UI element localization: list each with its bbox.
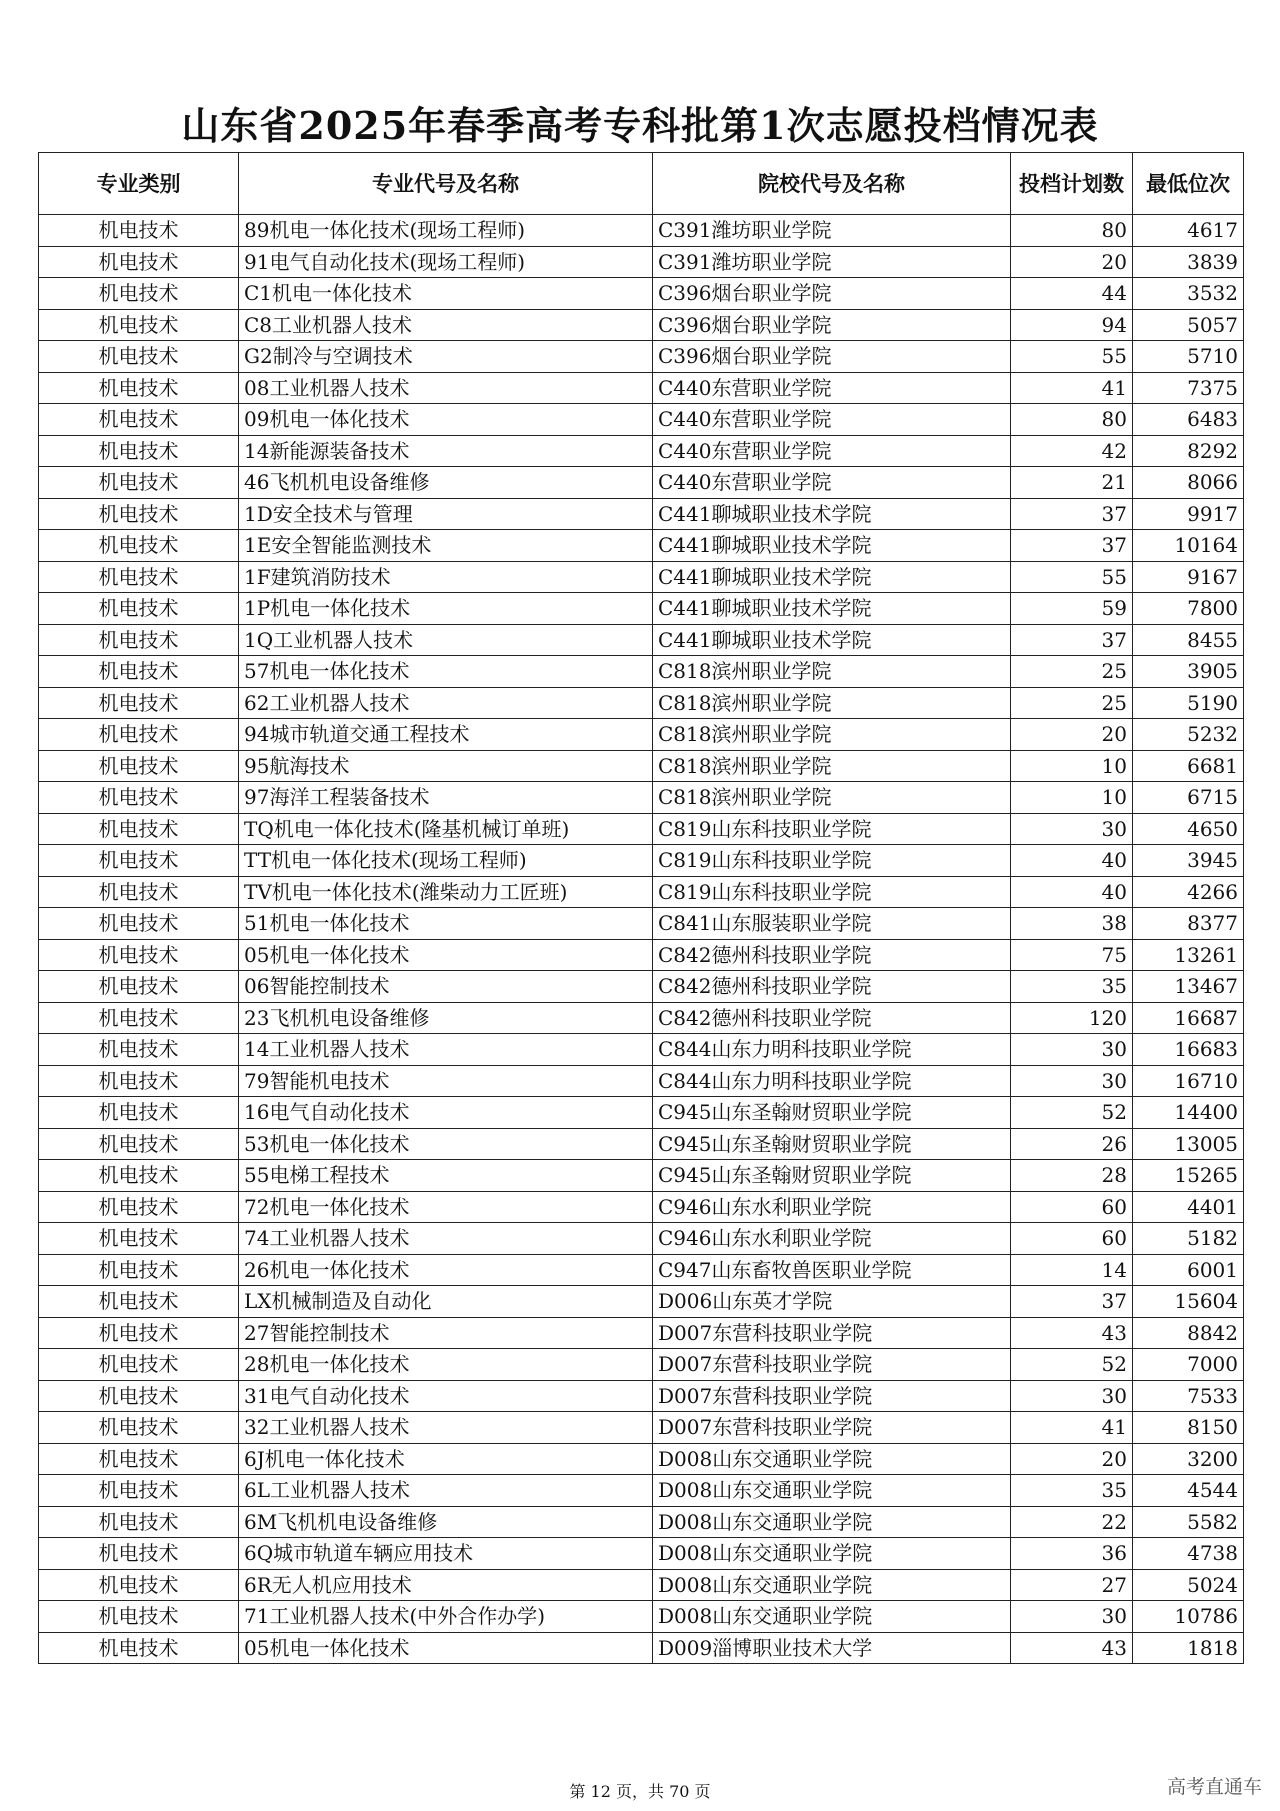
cell-school: C946山东水利职业学院 (653, 1191, 1011, 1223)
cell-school: C440东营职业学院 (653, 372, 1011, 404)
table-row (39, 1065, 1244, 1097)
cell-major: 51机电一体化技术 (239, 908, 653, 940)
cell-min-rank: 3200 (1133, 1443, 1244, 1475)
table-row (39, 372, 1244, 404)
table-row (39, 687, 1244, 719)
cell-school: C844山东力明科技职业学院 (653, 1034, 1011, 1066)
table-row (39, 1443, 1244, 1475)
cell-major: C8工业机器人技术 (239, 309, 653, 341)
table-row (39, 1286, 1244, 1318)
cell-category: 机电技术 (39, 1160, 239, 1192)
table-row (39, 1160, 1244, 1192)
cell-min-rank: 7800 (1133, 593, 1244, 625)
cell-school: C945山东圣翰财贸职业学院 (653, 1128, 1011, 1160)
cell-major: 79智能机电技术 (239, 1065, 653, 1097)
cell-major: 28机电一体化技术 (239, 1349, 653, 1381)
cell-min-rank: 4738 (1133, 1538, 1244, 1570)
table-row (39, 278, 1244, 310)
cell-major: 14工业机器人技术 (239, 1034, 653, 1066)
cell-plan: 35 (1011, 971, 1133, 1003)
cell-category: 机电技术 (39, 498, 239, 530)
cell-category: 机电技术 (39, 1191, 239, 1223)
cell-min-rank: 3839 (1133, 246, 1244, 278)
cell-min-rank: 15265 (1133, 1160, 1244, 1192)
table-row (39, 908, 1244, 940)
cell-category: 机电技术 (39, 1349, 239, 1381)
table-row (39, 876, 1244, 908)
table-row (39, 813, 1244, 845)
cell-school: D008山东交通职业学院 (653, 1569, 1011, 1601)
table-row (39, 498, 1244, 530)
table-row (39, 1601, 1244, 1633)
cell-category: 机电技术 (39, 908, 239, 940)
cell-category: 机电技术 (39, 1097, 239, 1129)
header-category: 专业类别 (39, 153, 239, 215)
cell-min-rank: 14400 (1133, 1097, 1244, 1129)
cell-major: LX机械制造及自动化 (239, 1286, 653, 1318)
cell-plan: 28 (1011, 1160, 1133, 1192)
cell-school: C396烟台职业学院 (653, 341, 1011, 373)
cell-school: C946山东水利职业学院 (653, 1223, 1011, 1255)
cell-school: C440东营职业学院 (653, 467, 1011, 499)
cell-min-rank: 6715 (1133, 782, 1244, 814)
cell-plan: 10 (1011, 782, 1133, 814)
header-major: 专业代号及名称 (239, 153, 653, 215)
table-row (39, 246, 1244, 278)
cell-min-rank: 16687 (1133, 1002, 1244, 1034)
watermark: 高考直通车 (1166, 1776, 1262, 1798)
cell-min-rank: 6001 (1133, 1254, 1244, 1286)
cell-school: C396烟台职业学院 (653, 278, 1011, 310)
cell-plan: 94 (1011, 309, 1133, 341)
page-title: 山东省2025年春季高考专科批第1次志愿投档情况表 (181, 103, 1099, 148)
cell-plan: 10 (1011, 750, 1133, 782)
cell-plan: 22 (1011, 1506, 1133, 1538)
cell-plan: 80 (1011, 404, 1133, 436)
cell-min-rank: 4266 (1133, 876, 1244, 908)
cell-plan: 26 (1011, 1128, 1133, 1160)
cell-category: 机电技术 (39, 1632, 239, 1664)
cell-plan: 80 (1011, 215, 1133, 247)
cell-school: C818滨州职业学院 (653, 687, 1011, 719)
cell-min-rank: 5190 (1133, 687, 1244, 719)
cell-school: C842德州科技职业学院 (653, 971, 1011, 1003)
cell-school: C818滨州职业学院 (653, 719, 1011, 751)
cell-category: 机电技术 (39, 246, 239, 278)
table-row (39, 845, 1244, 877)
cell-school: D009淄博职业技术大学 (653, 1632, 1011, 1664)
table-row (39, 530, 1244, 562)
cell-major: 31电气自动化技术 (239, 1380, 653, 1412)
cell-major: 05机电一体化技术 (239, 939, 653, 971)
cell-plan: 41 (1011, 1412, 1133, 1444)
table-row (39, 435, 1244, 467)
table-row (39, 1380, 1244, 1412)
header-min-rank: 最低位次 (1133, 153, 1244, 215)
table-row (39, 1475, 1244, 1507)
cell-min-rank: 15604 (1133, 1286, 1244, 1318)
cell-school: C819山东科技职业学院 (653, 845, 1011, 877)
table-row (39, 593, 1244, 625)
table-row (39, 309, 1244, 341)
cell-major: 74工业机器人技术 (239, 1223, 653, 1255)
cell-min-rank: 5057 (1133, 309, 1244, 341)
cell-plan: 60 (1011, 1223, 1133, 1255)
table-row (39, 1506, 1244, 1538)
cell-min-rank: 9917 (1133, 498, 1244, 530)
cell-school: C947山东畜牧兽医职业学院 (653, 1254, 1011, 1286)
cell-major: C1机电一体化技术 (239, 278, 653, 310)
cell-min-rank: 13261 (1133, 939, 1244, 971)
table-row (39, 1538, 1244, 1570)
cell-plan: 20 (1011, 246, 1133, 278)
cell-plan: 55 (1011, 341, 1133, 373)
cell-min-rank: 5232 (1133, 719, 1244, 751)
cell-major: 23飞机机电设备维修 (239, 1002, 653, 1034)
cell-min-rank: 5182 (1133, 1223, 1244, 1255)
cell-category: 机电技术 (39, 939, 239, 971)
cell-plan: 14 (1011, 1254, 1133, 1286)
table-row (39, 341, 1244, 373)
cell-school: C391潍坊职业学院 (653, 215, 1011, 247)
table-row (39, 1223, 1244, 1255)
cell-plan: 30 (1011, 813, 1133, 845)
cell-school: C819山东科技职业学院 (653, 813, 1011, 845)
cell-category: 机电技术 (39, 341, 239, 373)
cell-plan: 60 (1011, 1191, 1133, 1223)
cell-plan: 36 (1011, 1538, 1133, 1570)
cell-school: C441聊城职业技术学院 (653, 561, 1011, 593)
cell-major: 6M飞机机电设备维修 (239, 1506, 653, 1538)
cell-major: 6Q城市轨道车辆应用技术 (239, 1538, 653, 1570)
cell-school: D008山东交通职业学院 (653, 1506, 1011, 1538)
cell-school: C391潍坊职业学院 (653, 246, 1011, 278)
cell-category: 机电技术 (39, 719, 239, 751)
cell-category: 机电技术 (39, 530, 239, 562)
cell-major: 16电气自动化技术 (239, 1097, 653, 1129)
cell-min-rank: 10164 (1133, 530, 1244, 562)
cell-category: 机电技术 (39, 1034, 239, 1066)
cell-category: 机电技术 (39, 971, 239, 1003)
cell-min-rank: 8377 (1133, 908, 1244, 940)
cell-min-rank: 1818 (1133, 1632, 1244, 1664)
cell-school: C818滨州职业学院 (653, 656, 1011, 688)
cell-school: D007东营科技职业学院 (653, 1349, 1011, 1381)
cell-category: 机电技术 (39, 593, 239, 625)
cell-category: 机电技术 (39, 1412, 239, 1444)
cell-major: 89机电一体化技术(现场工程师) (239, 215, 653, 247)
cell-school: C396烟台职业学院 (653, 309, 1011, 341)
cell-school: C945山东圣翰财贸职业学院 (653, 1097, 1011, 1129)
cell-major: TQ机电一体化技术(隆基机械订单班) (239, 813, 653, 845)
cell-school: D008山东交通职业学院 (653, 1443, 1011, 1475)
cell-major: 1F建筑消防技术 (239, 561, 653, 593)
cell-major: 62工业机器人技术 (239, 687, 653, 719)
cell-min-rank: 10786 (1133, 1601, 1244, 1633)
cell-category: 机电技术 (39, 1317, 239, 1349)
table-row (39, 1034, 1244, 1066)
cell-category: 机电技术 (39, 1506, 239, 1538)
cell-plan: 27 (1011, 1569, 1133, 1601)
table-row (39, 1632, 1244, 1664)
cell-category: 机电技术 (39, 845, 239, 877)
cell-school: C841山东服装职业学院 (653, 908, 1011, 940)
cell-category: 机电技术 (39, 1254, 239, 1286)
cell-major: TT机电一体化技术(现场工程师) (239, 845, 653, 877)
cell-category: 机电技术 (39, 1065, 239, 1097)
cell-plan: 37 (1011, 530, 1133, 562)
table-row (39, 1412, 1244, 1444)
cell-school: C440东营职业学院 (653, 404, 1011, 436)
table-row (39, 1317, 1244, 1349)
cell-min-rank: 3905 (1133, 656, 1244, 688)
cell-major: 53机电一体化技术 (239, 1128, 653, 1160)
cell-school: C945山东圣翰财贸职业学院 (653, 1160, 1011, 1192)
cell-plan: 30 (1011, 1380, 1133, 1412)
cell-min-rank: 4617 (1133, 215, 1244, 247)
cell-plan: 25 (1011, 687, 1133, 719)
cell-school: C842德州科技职业学院 (653, 1002, 1011, 1034)
page-footer: 第 12 页，共 70 页 (569, 1782, 711, 1801)
cell-major: 06智能控制技术 (239, 971, 653, 1003)
cell-plan: 42 (1011, 435, 1133, 467)
cell-plan: 59 (1011, 593, 1133, 625)
cell-category: 机电技术 (39, 876, 239, 908)
cell-school: C818滨州职业学院 (653, 782, 1011, 814)
cell-min-rank: 7375 (1133, 372, 1244, 404)
cell-category: 机电技术 (39, 1569, 239, 1601)
cell-school: D007东营科技职业学院 (653, 1317, 1011, 1349)
cell-min-rank: 8455 (1133, 624, 1244, 656)
table-row (39, 750, 1244, 782)
cell-plan: 21 (1011, 467, 1133, 499)
cell-school: C819山东科技职业学院 (653, 876, 1011, 908)
cell-min-rank: 9167 (1133, 561, 1244, 593)
cell-category: 机电技术 (39, 750, 239, 782)
cell-min-rank: 6681 (1133, 750, 1244, 782)
cell-plan: 30 (1011, 1065, 1133, 1097)
table-row (39, 1128, 1244, 1160)
cell-min-rank: 5710 (1133, 341, 1244, 373)
cell-major: TV机电一体化技术(潍柴动力工匠班) (239, 876, 653, 908)
cell-major: 1P机电一体化技术 (239, 593, 653, 625)
cell-category: 机电技术 (39, 404, 239, 436)
cell-plan: 30 (1011, 1034, 1133, 1066)
cell-min-rank: 4650 (1133, 813, 1244, 845)
table-row (39, 467, 1244, 499)
cell-category: 机电技术 (39, 561, 239, 593)
cell-school: D006山东英才学院 (653, 1286, 1011, 1318)
cell-major: 72机电一体化技术 (239, 1191, 653, 1223)
cell-category: 机电技术 (39, 467, 239, 499)
cell-min-rank: 16710 (1133, 1065, 1244, 1097)
table-row (39, 1191, 1244, 1223)
cell-major: 26机电一体化技术 (239, 1254, 653, 1286)
cell-category: 机电技术 (39, 435, 239, 467)
cell-school: D007东营科技职业学院 (653, 1412, 1011, 1444)
cell-category: 机电技术 (39, 813, 239, 845)
cell-min-rank: 7000 (1133, 1349, 1244, 1381)
cell-plan: 43 (1011, 1317, 1133, 1349)
cell-plan: 55 (1011, 561, 1133, 593)
cell-school: D008山东交通职业学院 (653, 1601, 1011, 1633)
cell-plan: 37 (1011, 1286, 1133, 1318)
cell-major: 08工业机器人技术 (239, 372, 653, 404)
cell-major: 71工业机器人技术(中外合作办学) (239, 1601, 653, 1633)
cell-category: 机电技术 (39, 624, 239, 656)
cell-school: C441聊城职业技术学院 (653, 530, 1011, 562)
cell-major: 1D安全技术与管理 (239, 498, 653, 530)
cell-plan: 120 (1011, 1002, 1133, 1034)
cell-category: 机电技术 (39, 372, 239, 404)
cell-plan: 44 (1011, 278, 1133, 310)
cell-plan: 37 (1011, 498, 1133, 530)
cell-min-rank: 13005 (1133, 1128, 1244, 1160)
header-plan: 投档计划数 (1011, 153, 1133, 215)
table-row (39, 561, 1244, 593)
cell-major: 1E安全智能监测技术 (239, 530, 653, 562)
cell-min-rank: 5582 (1133, 1506, 1244, 1538)
cell-plan: 40 (1011, 876, 1133, 908)
cell-plan: 20 (1011, 719, 1133, 751)
header-school: 院校代号及名称 (653, 153, 1011, 215)
cell-major: 1Q工业机器人技术 (239, 624, 653, 656)
cell-category: 机电技术 (39, 656, 239, 688)
cell-min-rank: 8842 (1133, 1317, 1244, 1349)
cell-min-rank: 8292 (1133, 435, 1244, 467)
cell-major: 94城市轨道交通工程技术 (239, 719, 653, 751)
table-row (39, 782, 1244, 814)
cell-major: 6J机电一体化技术 (239, 1443, 653, 1475)
cell-plan: 20 (1011, 1443, 1133, 1475)
cell-major: 46飞机机电设备维修 (239, 467, 653, 499)
cell-major: 55电梯工程技术 (239, 1160, 653, 1192)
cell-plan: 37 (1011, 624, 1133, 656)
cell-plan: 52 (1011, 1349, 1133, 1381)
cell-school: C441聊城职业技术学院 (653, 498, 1011, 530)
table-row (39, 1002, 1244, 1034)
cell-plan: 75 (1011, 939, 1133, 971)
cell-category: 机电技术 (39, 687, 239, 719)
table-row (39, 971, 1244, 1003)
table-header-row (39, 153, 1244, 215)
cell-major: 14新能源装备技术 (239, 435, 653, 467)
cell-major: 91电气自动化技术(现场工程师) (239, 246, 653, 278)
cell-min-rank: 16683 (1133, 1034, 1244, 1066)
cell-category: 机电技术 (39, 1286, 239, 1318)
cell-min-rank: 4544 (1133, 1475, 1244, 1507)
table-row (39, 215, 1244, 247)
cell-min-rank: 8150 (1133, 1412, 1244, 1444)
table-row (39, 1569, 1244, 1601)
cell-school: C441聊城职业技术学院 (653, 624, 1011, 656)
cell-category: 机电技术 (39, 782, 239, 814)
cell-min-rank: 3532 (1133, 278, 1244, 310)
cell-school: C844山东力明科技职业学院 (653, 1065, 1011, 1097)
cell-school: C440东营职业学院 (653, 435, 1011, 467)
cell-plan: 52 (1011, 1097, 1133, 1129)
cell-category: 机电技术 (39, 1538, 239, 1570)
cell-category: 机电技术 (39, 309, 239, 341)
cell-category: 机电技术 (39, 1475, 239, 1507)
admission-table (38, 152, 1244, 1664)
cell-major: 6R无人机应用技术 (239, 1569, 653, 1601)
table-row (39, 624, 1244, 656)
cell-min-rank: 7533 (1133, 1380, 1244, 1412)
cell-category: 机电技术 (39, 1443, 239, 1475)
table-row (39, 719, 1244, 751)
cell-plan: 41 (1011, 372, 1133, 404)
cell-category: 机电技术 (39, 1002, 239, 1034)
cell-category: 机电技术 (39, 1601, 239, 1633)
cell-min-rank: 3945 (1133, 845, 1244, 877)
cell-plan: 25 (1011, 656, 1133, 688)
cell-major: 32工业机器人技术 (239, 1412, 653, 1444)
cell-school: C842德州科技职业学院 (653, 939, 1011, 971)
table-row (39, 656, 1244, 688)
cell-min-rank: 4401 (1133, 1191, 1244, 1223)
cell-category: 机电技术 (39, 1380, 239, 1412)
cell-min-rank: 8066 (1133, 467, 1244, 499)
cell-major: 95航海技术 (239, 750, 653, 782)
cell-plan: 43 (1011, 1632, 1133, 1664)
table-row (39, 939, 1244, 971)
cell-min-rank: 5024 (1133, 1569, 1244, 1601)
cell-major: 05机电一体化技术 (239, 1632, 653, 1664)
cell-min-rank: 13467 (1133, 971, 1244, 1003)
cell-major: 27智能控制技术 (239, 1317, 653, 1349)
table-row (39, 404, 1244, 436)
cell-plan: 30 (1011, 1601, 1133, 1633)
cell-school: D008山东交通职业学院 (653, 1538, 1011, 1570)
cell-school: D007东营科技职业学院 (653, 1380, 1011, 1412)
cell-category: 机电技术 (39, 1223, 239, 1255)
cell-plan: 35 (1011, 1475, 1133, 1507)
cell-category: 机电技术 (39, 215, 239, 247)
table-row (39, 1349, 1244, 1381)
cell-major: 97海洋工程装备技术 (239, 782, 653, 814)
cell-plan: 40 (1011, 845, 1133, 877)
table-row (39, 1254, 1244, 1286)
cell-school: C441聊城职业技术学院 (653, 593, 1011, 625)
cell-school: D008山东交通职业学院 (653, 1475, 1011, 1507)
cell-min-rank: 6483 (1133, 404, 1244, 436)
table-row (39, 1097, 1244, 1129)
cell-major: 6L工业机器人技术 (239, 1475, 653, 1507)
cell-category: 机电技术 (39, 278, 239, 310)
cell-major: 57机电一体化技术 (239, 656, 653, 688)
cell-school: C818滨州职业学院 (653, 750, 1011, 782)
cell-major: 09机电一体化技术 (239, 404, 653, 436)
cell-plan: 38 (1011, 908, 1133, 940)
cell-category: 机电技术 (39, 1128, 239, 1160)
cell-major: G2制冷与空调技术 (239, 341, 653, 373)
